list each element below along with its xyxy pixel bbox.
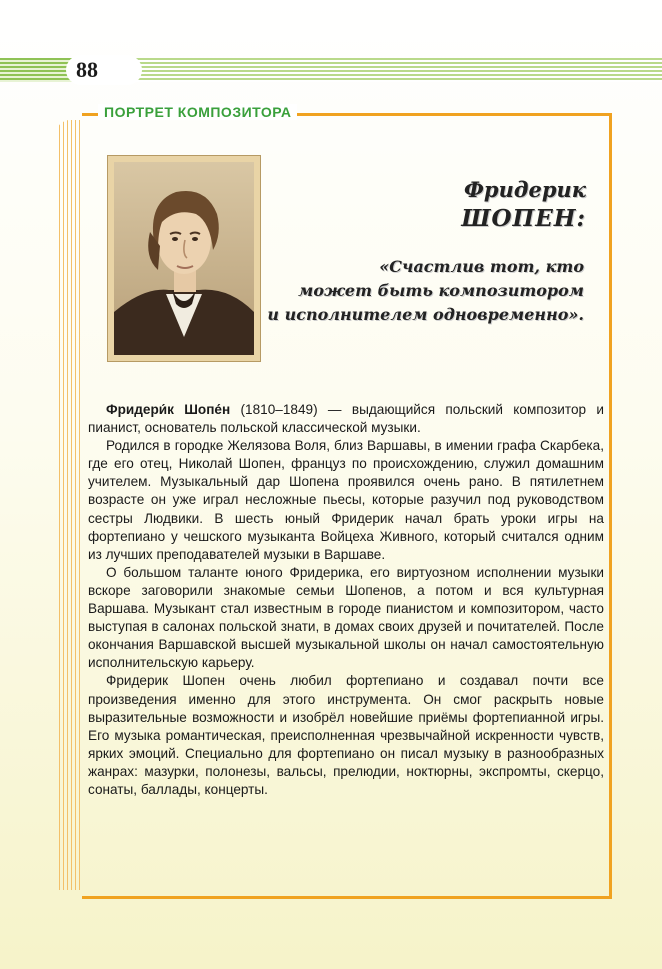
quote-line-1: «Счастлив тот, кто (379, 257, 584, 276)
header-stripes-left (0, 58, 72, 82)
portrait-frame (107, 155, 261, 362)
paragraph-4: Фридерик Шопен очень любил фортепиано и создавал почти все произведения именно для этого инструмента. Он смог раскрыть новые выразительные возможности и изобрёл новейшие приёмы фортепианной игры. Его музыка романтическая, преисполненная чрезвычайной искренности чувств, ярких эмоций. Специально для фортепиано он писал музыку в разнообразных жанрах: мазурки, полонезы, вальсы, прелюдии, ноктюрны, экспромты, скерцо, сонаты, баллады, концерты. (88, 673, 604, 797)
section-label: ПОРТРЕТ КОМПОЗИТОРА (98, 104, 297, 120)
paragraph-2: Родился в городке Желязова Воля, близ Варшавы, в имении графа Скарбека, где его отец, Николай Шопен, француз по происхождению, служил домашним учителем. Музыкальный дар Шопена проявился очень рано. В пятилетнем возрасте он уже играл несложные пьесы, которые разучил под руководством сестры Людвики. В шесть юный Фридерик начал брать уроки игры на фортепиано у чешского музыканта Войцеха Живного, который считался одним из лучших преподавателей музыки в Варшаве. (88, 438, 604, 562)
biography-text (88, 401, 604, 799)
composer-first-name: Фридерик (463, 177, 586, 202)
portrait-image (114, 162, 254, 355)
composer-heading (461, 176, 586, 234)
quote-line-2: может быть композитором (298, 281, 584, 300)
composer-last-name: ШОПЕН: (461, 205, 586, 232)
page-number: 88 (76, 57, 98, 82)
paragraph-1-text: (1810–1849) — выдающийся польский композитор и пианист, основатель польской классической музыки. (88, 402, 604, 436)
composer-quote (267, 255, 584, 327)
composer-name-bold: Фридери́к Шопе́н (106, 402, 231, 417)
frame-left-decoration (56, 120, 82, 890)
quote-line-3: и исполнителем одновременно». (267, 305, 584, 324)
paragraph-1 (88, 401, 604, 437)
page-number-badge (66, 55, 142, 85)
paragraph-3: О большом таланте юного Фридерика, его виртуозном исполнении музыки вскоре заговорили знакомые семьи Шопенов, а потом и вся культурная Варшава. Музыкант стал известным в городе пианистом и композитором, часто выступая в салонах польской знати, в домах своих друзей и почитателей. После окончания Варшавской высшей музыкальной школы он начал самостоятельную исполнительскую карьеру. (88, 564, 604, 671)
